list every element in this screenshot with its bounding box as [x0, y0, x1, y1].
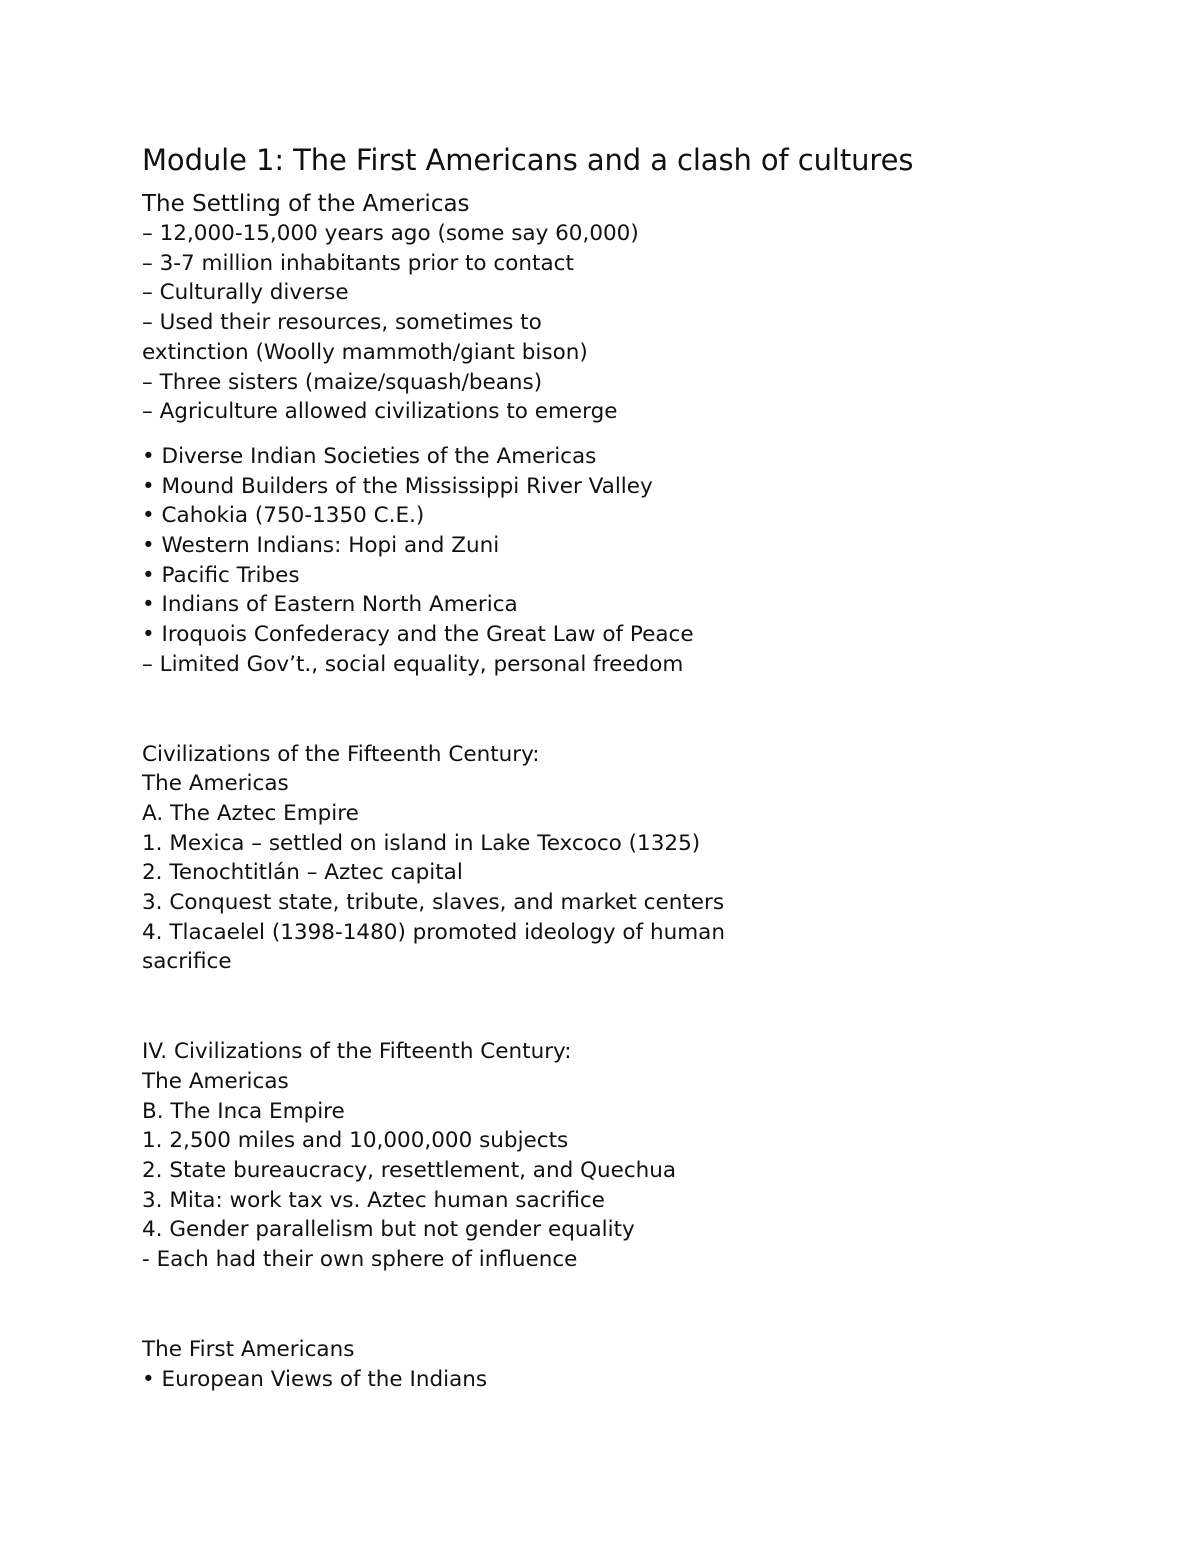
- text-line: – Limited Gov’t., social equality, personal freedom: [142, 651, 684, 677]
- section-aztec: [142, 740, 1102, 978]
- bullet-line: • Indians of Eastern North America: [142, 592, 518, 618]
- section-societies-list: [142, 442, 1102, 680]
- spacer: [142, 1275, 1102, 1335]
- text-line: The Americas: [142, 1068, 289, 1094]
- text-line: 4. Tlacaelel (1398-1480) promoted ideology of human: [142, 919, 725, 945]
- text-line: sacrifice: [142, 949, 232, 975]
- text-line: B. The Inca Empire: [142, 1098, 345, 1124]
- text-line: – Used their resources, sometimes to: [142, 310, 542, 336]
- bullet-line: • Iroquois Confederacy and the Great Law of Peace: [142, 622, 694, 648]
- text-line: The Americas: [142, 771, 289, 797]
- text-line: 1. 2,500 miles and 10,000,000 subjects: [142, 1128, 569, 1154]
- bullet-line: • Western Indians: Hopi and Zuni: [142, 533, 500, 559]
- text-line: – Three sisters (maize/squash/beans): [142, 369, 543, 395]
- text-line: Civilizations of the Fifteenth Century:: [142, 741, 540, 767]
- text-line: 2. Tenochtitlán – Aztec capital: [142, 860, 463, 886]
- text-line: – Culturally diverse: [142, 280, 349, 306]
- text-line: 3. Conquest state, tribute, slaves, and market centers: [142, 890, 725, 916]
- text-line: extinction (Woolly mammoth/giant bison): [142, 339, 588, 365]
- section-heading-settling: The Settling of the Americas: [142, 191, 470, 217]
- text-line: IV. Civilizations of the Fifteenth Century:: [142, 1039, 572, 1065]
- section-inca: [142, 1037, 1102, 1275]
- text-line: – Agriculture allowed civilizations to emerge: [142, 399, 618, 425]
- bullet-line: • Diverse Indian Societies of the Americas: [142, 443, 597, 469]
- page-title: Module 1: The First Americans and a clash of cultures: [142, 143, 914, 177]
- spacer: [142, 427, 1102, 442]
- text-line: 2. State bureaucracy, resettlement, and Quechua: [142, 1157, 677, 1183]
- spacer: [142, 977, 1102, 1037]
- section-settling: [142, 190, 1102, 427]
- text-line: 3. Mita: work tax vs. Aztec human sacrifice: [142, 1187, 605, 1213]
- text-line: 4. Gender parallelism but not gender equality: [142, 1217, 635, 1243]
- text-line: 1. Mexica – settled on island in Lake Texcoco (1325): [142, 830, 701, 856]
- text-line: The First Americans: [142, 1336, 355, 1362]
- text-line: – 3-7 million inhabitants prior to contact: [142, 250, 574, 276]
- text-line: - Each had their own sphere of influence: [142, 1247, 578, 1273]
- text-line: A. The Aztec Empire: [142, 800, 359, 826]
- bullet-line: • European Views of the Indians: [142, 1366, 488, 1392]
- document-content: [142, 140, 1102, 1394]
- bullet-line: • Mound Builders of the Mississippi River Valley: [142, 473, 653, 499]
- bullet-line: • Cahokia (750-1350 C.E.): [142, 503, 425, 529]
- text-line: – 12,000-15,000 years ago (some say 60,000): [142, 221, 639, 246]
- section-first-americans: [142, 1335, 1102, 1394]
- spacer: [142, 680, 1102, 740]
- bullet-line: • Pacific Tribes: [142, 562, 300, 588]
